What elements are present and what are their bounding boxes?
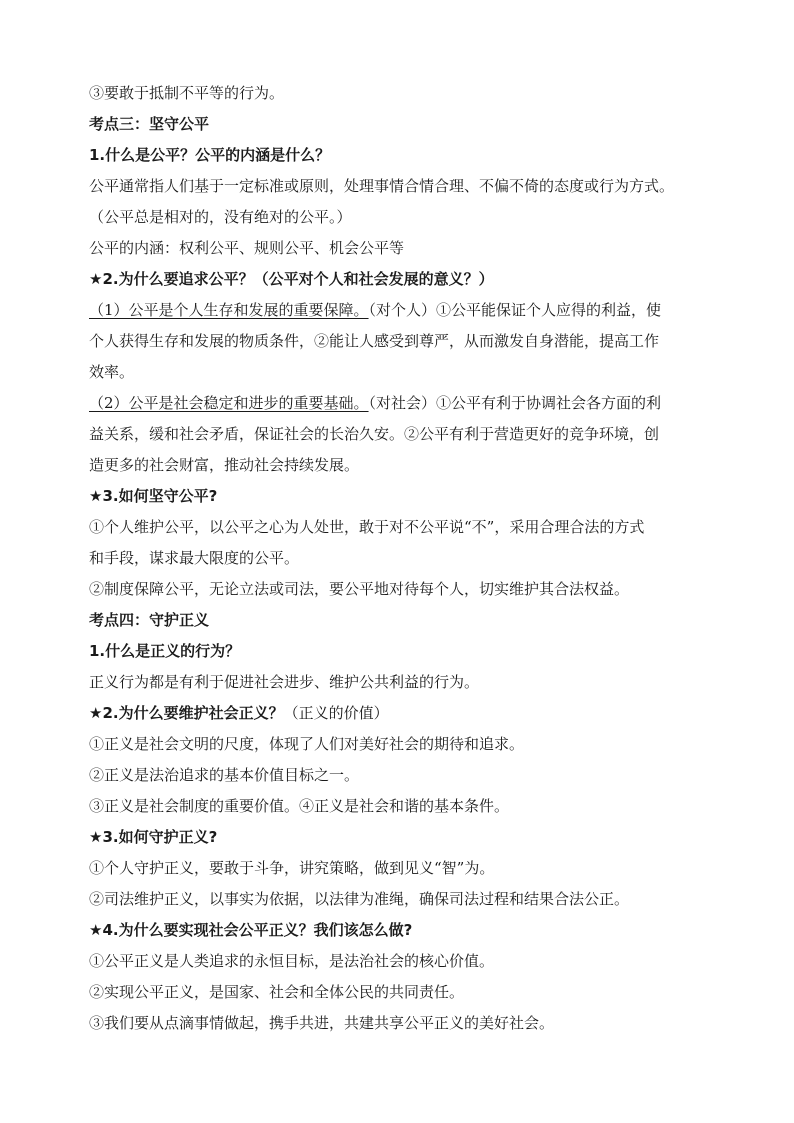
text-line: 造更多的社会财富，推动社会持续发展。 (89, 456, 360, 474)
star-icon: ★ (89, 704, 103, 722)
question-text: 2.为什么要维护社会正义？ (102, 704, 284, 722)
star-icon: ★ (89, 828, 103, 846)
text-line: ②制度保障公平，无论立法或司法，要公平地对待每个人，切实维护其合法权益。 (89, 580, 630, 598)
text-line: ②正义是法治追求的基本价值目标之一。 (89, 766, 360, 784)
text-span: （对社会）①公平有利于协调社会各方面的利 (368, 394, 662, 412)
text-line: 个人获得生存和发展的物质条件，②能让人感受到尊严，从而激发自身潜能，提高工作 (89, 332, 660, 350)
text-line: 正义行为都是有利于促进社会进步、维护公共利益的行为。 (89, 673, 480, 691)
underlined-key-point: （2）公平是社会稳定和进步的重要基础。 (89, 394, 369, 412)
question-text: 2.为什么要追求公平？（公平对个人和社会发展的意义？） (102, 270, 494, 288)
text-line: （公平总是相对的，没有绝对的公平。） (89, 208, 352, 226)
text-span: （对个人）①公平能保证个人应得的利益，使 (368, 301, 662, 319)
text-line (89, 295, 719, 326)
text-line: ③正义是社会制度的重要价值。④正义是社会和谐的基本条件。 (89, 797, 510, 815)
text-line: 和手段，谋求最大限度的公平。 (89, 549, 300, 567)
text-line: ①正义是社会文明的尺度，体现了人们对美好社会的期待和追求。 (89, 735, 525, 753)
question-heading (89, 822, 719, 853)
text-line: ③我们要从点滴事情做起，携手共进，共建共享公平正义的美好社会。 (89, 1014, 555, 1032)
question-heading (89, 698, 719, 729)
question-text: 3.如何守护正义? (102, 828, 218, 846)
document-page (89, 78, 719, 1039)
star-icon: ★ (89, 487, 103, 505)
text-line: 公平的内涵：权利公平、规则公平、机会公平等 (89, 239, 405, 257)
section-heading: 考点四：守护正义 (89, 611, 210, 629)
question-heading (89, 481, 719, 512)
text-line: ②实现公平正义，是国家、社会和全体公民的共同责任。 (89, 983, 465, 1001)
question-heading: 1.什么是正义的行为？ (89, 642, 241, 660)
question-text: 4.为什么要实现社会公平正义？我们该怎么做? (102, 921, 413, 939)
text-line: 效率。 (89, 363, 135, 381)
text-line: ①个人守护正义，要敢于斗争，讲究策略，做到见义“智”为。 (89, 859, 495, 877)
underlined-key-point: （1）公平是个人生存和发展的重要保障。 (89, 301, 369, 319)
question-heading (89, 264, 719, 295)
text-line: 公平通常指人们基于一定标准或原则，处理事情合情合理、不偏不倚的态度或行为方式。 (89, 177, 675, 195)
question-heading: 1.什么是公平？公平的内涵是什么？ (89, 146, 331, 164)
star-icon: ★ (89, 270, 103, 288)
question-text: 3.如何坚守公平? (102, 487, 218, 505)
text-line (89, 388, 719, 419)
star-icon: ★ (89, 921, 103, 939)
text-line: ①公平正义是人类追求的永恒目标，是法治社会的核心价值。 (89, 952, 495, 970)
text-line: ②司法维护正义，以事实为依据，以法律为准绳，确保司法过程和结果合法公正。 (89, 890, 630, 908)
text-line: 益关系，缓和社会矛盾，保证社会的长治久安。②公平有利于营造更好的竞争环境，创 (89, 425, 660, 443)
text-line: ③要敢于抵制不平等的行为。 (89, 84, 285, 102)
question-heading (89, 915, 719, 946)
text-line: ①个人维护公平，以公平之心为人处世，敢于对不公平说“不”，采用合理合法的方式 (89, 518, 645, 536)
section-heading: 考点三：坚守公平 (89, 115, 210, 133)
text-span: （正义的价值） (283, 704, 389, 722)
